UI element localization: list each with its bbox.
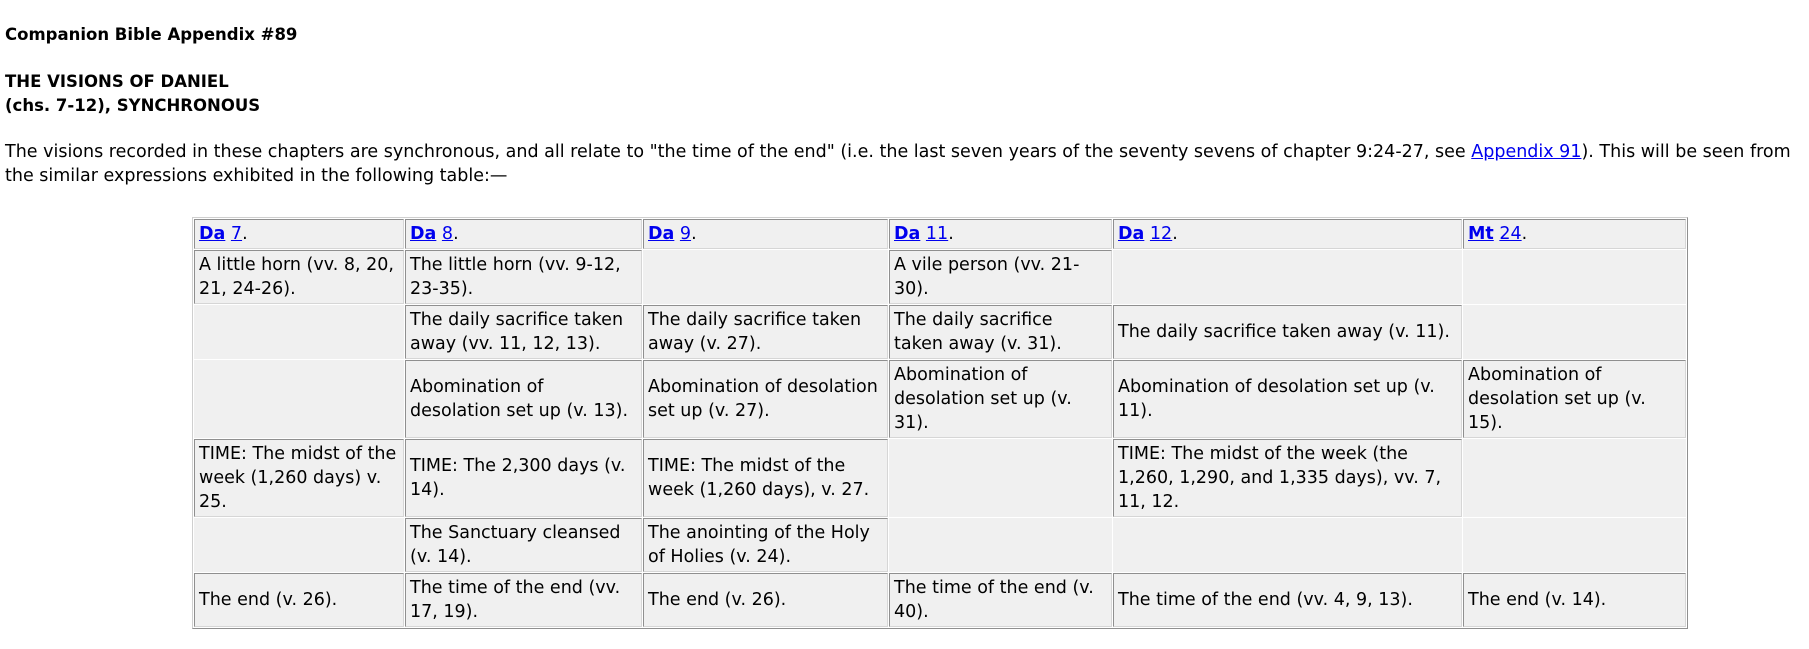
cell-end-da8: The time of the end (vv. 17, 19). [405, 573, 642, 627]
header-cell-da9 [643, 219, 888, 249]
header-link-da11-chapter[interactable]: 11 [925, 224, 949, 244]
cell-abomination-da12: Abomination of desolation set up (v. 11). [1113, 360, 1462, 438]
table-row-abomination [194, 360, 1686, 438]
cell-anointing-da9: The anointing of the Holy of Holies (v. 24). [643, 518, 888, 572]
header-link-da9-chapter[interactable]: 9 [679, 224, 692, 244]
cell-little-horn-da8: The little horn (vv. 9-12, 23-35). [405, 250, 642, 304]
header-cell-da7 [194, 219, 404, 249]
table-row-end [194, 573, 1686, 627]
header-cell-da11 [889, 219, 1112, 249]
cell-end-da12: The time of the end (vv. 4, 9, 13). [1113, 573, 1462, 627]
cell-empty [1463, 305, 1686, 359]
table-row-sanctuary [194, 518, 1686, 572]
header-link-da11-book[interactable]: Da [894, 224, 921, 244]
page-subtitle: (chs. 7-12), SYNCHRONOUS [5, 96, 261, 115]
cell-end-da9: The end (v. 26). [643, 573, 888, 627]
header-suffix: . [948, 224, 954, 244]
intro-text-before: The visions recorded in these chapters are synchronous, and all relate to "the time of the end" (i.e. the last seven years of the seventy sevens of chapter 9:24-27, see [5, 142, 1472, 162]
header-suffix: . [453, 224, 459, 244]
header-suffix: . [691, 224, 697, 244]
header-link-da12-book[interactable]: Da [1118, 224, 1145, 244]
header-suffix: . [242, 224, 248, 244]
header-link-da8-book[interactable]: Da [410, 224, 437, 244]
header-suffix: . [1521, 224, 1528, 244]
header-link-da12-chapter[interactable]: 12 [1149, 224, 1173, 244]
cell-empty [889, 439, 1112, 517]
cell-empty [1113, 518, 1462, 572]
cell-daily-sacrifice-da8: The daily sacrifice taken away (vv. 11, 12, 13). [405, 305, 642, 359]
table-row-time [194, 439, 1686, 517]
cell-little-horn-da7: A little horn (vv. 8, 20, 21, 24-26). [194, 250, 404, 304]
cell-abomination-mt24: Abomination of desolation set up (v. 15). [1463, 360, 1686, 438]
cell-daily-sacrifice-da12: The daily sacrifice taken away (v. 11). [1113, 305, 1462, 359]
cell-abomination-da8: Abomination of desolation set up (v. 13). [405, 360, 642, 438]
cell-time-da9: TIME: The midst of the week (1,260 days), v. 27. [643, 439, 888, 517]
cell-empty [1463, 439, 1686, 517]
cell-empty [1463, 250, 1686, 304]
header-cell-da12 [1113, 219, 1462, 249]
cell-time-da8: TIME: The 2,300 days (v. 14). [405, 439, 642, 517]
header-cell-da8 [405, 219, 642, 249]
page-title: THE VISIONS OF DANIEL [5, 72, 229, 91]
table-header-row [194, 219, 1686, 249]
header-link-da9-book[interactable]: Da [648, 224, 675, 244]
header-link-da7-book[interactable]: Da [199, 224, 226, 244]
cell-abomination-da11: Abomination of desolation set up (v. 31). [889, 360, 1112, 438]
cell-empty [643, 250, 888, 304]
appendix-91-link[interactable]: Appendix 91 [1471, 142, 1582, 162]
cell-empty [1113, 250, 1462, 304]
table-row-daily-sacrifice [194, 305, 1686, 359]
intro-text-after: ). This will be seen from the similar expressions exhibited in the following table:— [5, 142, 1791, 186]
appendix-title: Companion Bible Appendix #89 [5, 25, 298, 44]
header-link-mt24-chapter[interactable]: 24 [1499, 224, 1522, 244]
cell-time-da12: TIME: The midst of the week (the 1,260, 1,290, and 1,335 days), vv. 7, 11, 12. [1113, 439, 1462, 517]
page [0, 0, 1809, 188]
cell-sanctuary-da8: The Sanctuary cleansed (v. 14). [405, 518, 642, 572]
cell-time-da7: TIME: The midst of the week (1,260 days) v. 25. [194, 439, 404, 517]
table-row-little-horn [194, 250, 1686, 304]
cell-empty [194, 305, 404, 359]
header-link-da8-chapter[interactable]: 8 [441, 224, 454, 244]
cell-end-da11: The time of the end (v. 40). [889, 573, 1112, 627]
cell-abomination-da9: Abomination of desolation set up (v. 27). [643, 360, 888, 438]
cell-end-mt24: The end (v. 14). [1463, 573, 1686, 627]
title-block [5, 70, 1809, 118]
header-link-da7-chapter[interactable]: 7 [230, 224, 243, 244]
header-cell-mt24 [1463, 219, 1686, 249]
cell-empty [194, 360, 404, 438]
cell-empty [889, 518, 1112, 572]
cell-end-da7: The end (v. 26). [194, 573, 404, 627]
cell-daily-sacrifice-da9: The daily sacrifice taken away (v. 27). [643, 305, 888, 359]
cell-empty [194, 518, 404, 572]
cell-daily-sacrifice-da11: The daily sacrifice taken away (v. 31). [889, 305, 1112, 359]
intro-paragraph [5, 140, 1809, 188]
cell-empty [1463, 518, 1686, 572]
header-link-mt24-book[interactable]: Mt [1468, 224, 1494, 244]
cell-vile-person-da11: A vile person (vv. 21-30). [889, 250, 1112, 304]
synchronous-table-wrapper [192, 217, 1687, 629]
synchronous-table [192, 217, 1688, 629]
header-suffix: . [1172, 224, 1178, 244]
